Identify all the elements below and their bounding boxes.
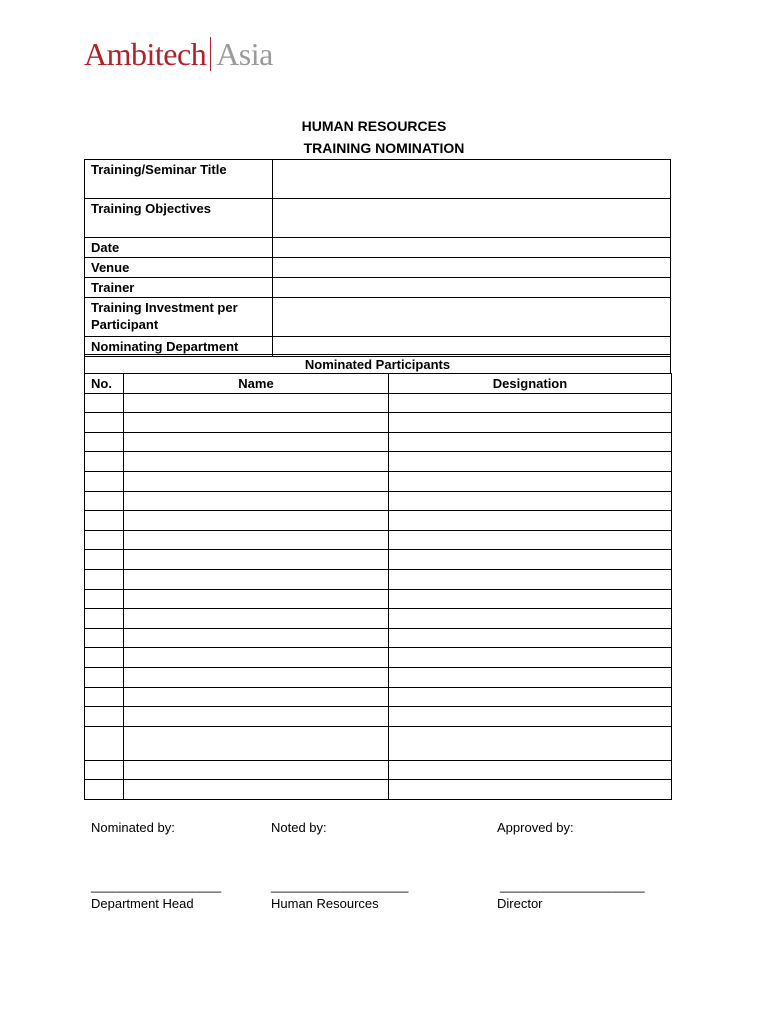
cell-designation[interactable] bbox=[389, 589, 672, 609]
table-row bbox=[85, 530, 672, 550]
cell-no[interactable] bbox=[85, 393, 124, 413]
cell-name[interactable] bbox=[124, 432, 389, 452]
cell-designation[interactable] bbox=[389, 628, 672, 648]
cell-name[interactable] bbox=[124, 760, 389, 780]
column-header-name: Name bbox=[124, 374, 389, 394]
role-human-resources: Human Resources bbox=[271, 896, 379, 911]
table-row bbox=[85, 393, 672, 413]
cell-no[interactable] bbox=[85, 511, 124, 531]
cell-name[interactable] bbox=[124, 393, 389, 413]
participants-rows bbox=[85, 393, 672, 799]
cell-name[interactable] bbox=[124, 452, 389, 472]
cell-name[interactable] bbox=[124, 667, 389, 687]
cell-designation[interactable] bbox=[389, 780, 672, 800]
cell-name[interactable] bbox=[124, 687, 389, 707]
cell-no[interactable] bbox=[85, 569, 124, 589]
cell-name[interactable] bbox=[124, 628, 389, 648]
logo-brand: Ambitech bbox=[84, 35, 207, 72]
cell-name[interactable] bbox=[124, 648, 389, 668]
cell-designation[interactable] bbox=[389, 707, 672, 727]
field-value-venue[interactable] bbox=[273, 258, 671, 278]
training-info-table bbox=[84, 159, 671, 357]
form-heading-department: HUMAN RESOURCES bbox=[301, 118, 447, 134]
cell-designation[interactable] bbox=[389, 452, 672, 472]
field-value-title[interactable] bbox=[273, 160, 671, 199]
cell-designation[interactable] bbox=[389, 550, 672, 570]
cell-no[interactable] bbox=[85, 726, 124, 760]
cell-designation[interactable] bbox=[389, 432, 672, 452]
company-logo bbox=[84, 34, 273, 74]
cell-name[interactable] bbox=[124, 726, 389, 760]
cell-name[interactable] bbox=[124, 511, 389, 531]
table-row bbox=[85, 452, 672, 472]
cell-no[interactable] bbox=[85, 491, 124, 511]
signature-line-department-head[interactable]: __________________ bbox=[91, 878, 222, 893]
cell-name[interactable] bbox=[124, 569, 389, 589]
cell-designation[interactable] bbox=[389, 530, 672, 550]
cell-name[interactable] bbox=[124, 780, 389, 800]
role-department-head: Department Head bbox=[91, 896, 194, 911]
cell-no[interactable] bbox=[85, 452, 124, 472]
field-label-objectives: Training Objectives bbox=[85, 199, 273, 238]
table-row bbox=[85, 569, 672, 589]
table-row bbox=[85, 589, 672, 609]
field-label-date: Date bbox=[85, 238, 273, 258]
field-label-venue: Venue bbox=[85, 258, 273, 278]
field-label-title: Training/Seminar Title bbox=[85, 160, 273, 199]
field-value-investment[interactable] bbox=[273, 298, 671, 337]
cell-no[interactable] bbox=[85, 780, 124, 800]
cell-designation[interactable] bbox=[389, 667, 672, 687]
table-row bbox=[85, 667, 672, 687]
cell-no[interactable] bbox=[85, 707, 124, 727]
role-director: Director bbox=[497, 896, 543, 911]
cell-designation[interactable] bbox=[389, 393, 672, 413]
cell-name[interactable] bbox=[124, 530, 389, 550]
cell-name[interactable] bbox=[124, 609, 389, 629]
logo-region: Asia bbox=[216, 35, 273, 72]
column-header-no: No. bbox=[85, 374, 124, 394]
participants-table bbox=[84, 373, 672, 800]
cell-name[interactable] bbox=[124, 707, 389, 727]
cell-designation[interactable] bbox=[389, 511, 672, 531]
cell-designation[interactable] bbox=[389, 760, 672, 780]
cell-no[interactable] bbox=[85, 628, 124, 648]
cell-no[interactable] bbox=[85, 432, 124, 452]
table-row bbox=[85, 648, 672, 668]
cell-no[interactable] bbox=[85, 413, 124, 433]
cell-no[interactable] bbox=[85, 550, 124, 570]
cell-designation[interactable] bbox=[389, 491, 672, 511]
nominated-by-label: Nominated by: bbox=[91, 820, 175, 835]
table-row bbox=[85, 550, 672, 570]
cell-designation[interactable] bbox=[389, 648, 672, 668]
signature-line-human-resources[interactable]: ___________________ bbox=[271, 878, 409, 893]
column-header-designation: Designation bbox=[389, 374, 672, 394]
field-label-investment: Training Investment per Participant bbox=[85, 298, 273, 337]
field-value-date[interactable] bbox=[273, 238, 671, 258]
participants-section-header bbox=[84, 354, 671, 374]
cell-name[interactable] bbox=[124, 491, 389, 511]
cell-no[interactable] bbox=[85, 609, 124, 629]
cell-name[interactable] bbox=[124, 589, 389, 609]
table-row bbox=[85, 726, 672, 760]
table-row bbox=[85, 780, 672, 800]
table-row bbox=[85, 432, 672, 452]
table-row bbox=[85, 707, 672, 727]
signature-line-director[interactable]: ____________________ bbox=[500, 878, 645, 893]
cell-no[interactable] bbox=[85, 471, 124, 491]
table-row bbox=[85, 471, 672, 491]
field-label-department: Nominating Department bbox=[85, 337, 273, 357]
cell-designation[interactable] bbox=[389, 687, 672, 707]
logo-divider bbox=[210, 37, 211, 71]
field-value-trainer[interactable] bbox=[273, 278, 671, 298]
table-row bbox=[85, 760, 672, 780]
field-value-objectives[interactable] bbox=[273, 199, 671, 238]
cell-no[interactable] bbox=[85, 667, 124, 687]
cell-name[interactable] bbox=[124, 471, 389, 491]
table-row bbox=[85, 609, 672, 629]
cell-designation[interactable] bbox=[389, 413, 672, 433]
participants-section-title: Nominated Participants bbox=[85, 355, 671, 374]
cell-designation[interactable] bbox=[389, 726, 672, 760]
cell-designation[interactable] bbox=[389, 471, 672, 491]
form-heading-title: TRAINING NOMINATION bbox=[303, 140, 465, 156]
table-row bbox=[85, 491, 672, 511]
table-row bbox=[85, 413, 672, 433]
table-row bbox=[85, 628, 672, 648]
noted-by-label: Noted by: bbox=[271, 820, 327, 835]
table-row bbox=[85, 511, 672, 531]
table-row bbox=[85, 687, 672, 707]
cell-name[interactable] bbox=[124, 413, 389, 433]
cell-no[interactable] bbox=[85, 760, 124, 780]
cell-no[interactable] bbox=[85, 687, 124, 707]
field-label-trainer: Trainer bbox=[85, 278, 273, 298]
cell-no[interactable] bbox=[85, 589, 124, 609]
cell-name[interactable] bbox=[124, 550, 389, 570]
cell-no[interactable] bbox=[85, 530, 124, 550]
approved-by-label: Approved by: bbox=[497, 820, 574, 835]
cell-designation[interactable] bbox=[389, 569, 672, 589]
cell-designation[interactable] bbox=[389, 609, 672, 629]
cell-no[interactable] bbox=[85, 648, 124, 668]
